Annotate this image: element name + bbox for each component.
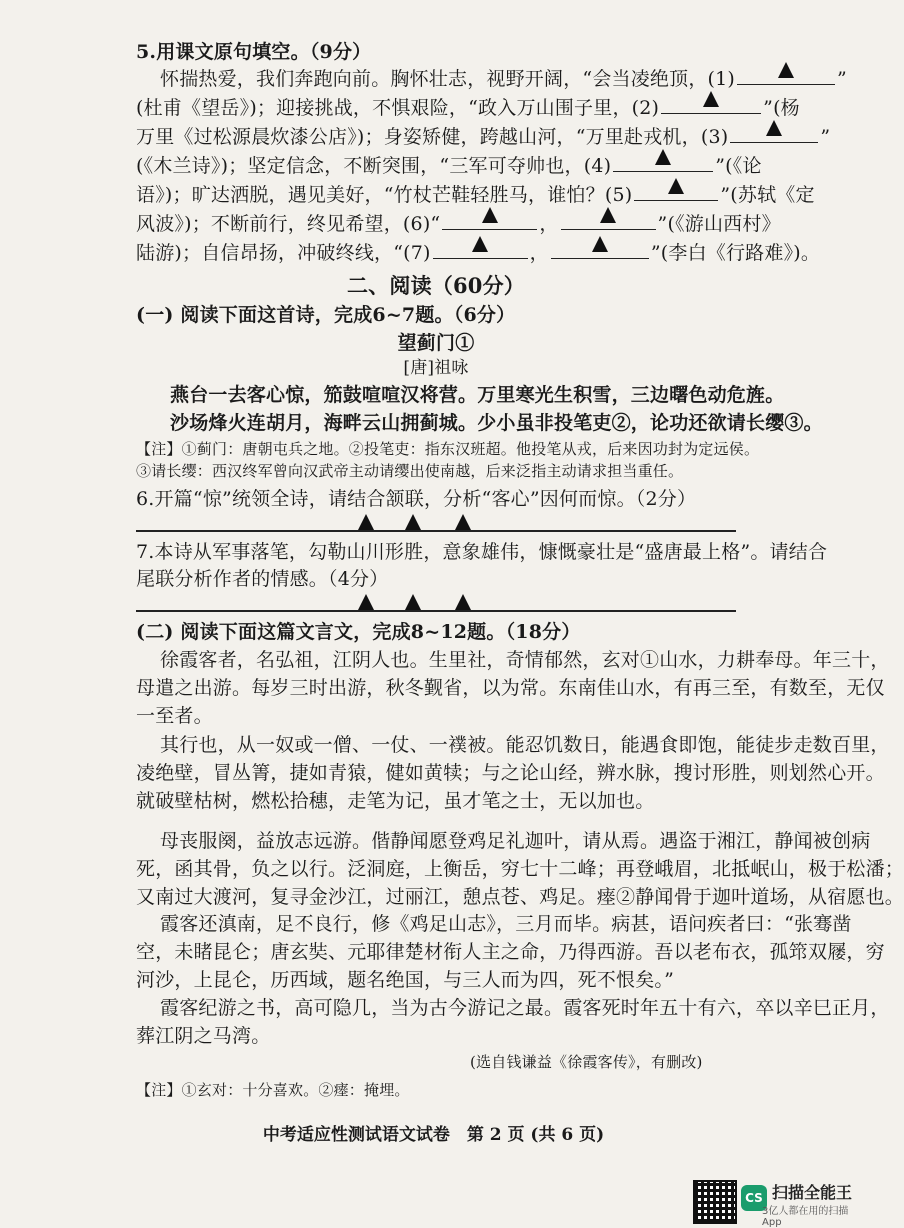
q5-title: 5.用课文原句填空。（9分） [136,41,372,63]
prose-p2-line: 就破壁枯树，燃松拾穗，走笔为记，虽才笔之士，无以加也。 [136,790,655,812]
triangle-marker-icon [358,514,374,530]
triangle-marker-icon [703,91,719,107]
prose-p4-line: 霞客还滇南，足不良行，修《鸡足山志》，三月而毕。病甚，语问疾者曰：“张骞凿 [160,913,852,935]
question-7-line-1: 7.本诗从军事落笔，勾勒山川形胜，意象雄伟，慷慨豪壮是“盛唐最上格”。请结合 [136,541,828,563]
q5-line-5 [136,182,815,207]
answer-line-q6 [136,530,736,532]
qr-code-icon [693,1180,737,1224]
text: 陆游)；自信昂扬，冲破终线，“(7) [136,242,431,264]
prose-source: (选自钱谦益《徐霞客传》，有删改) [470,1053,703,1071]
poem-intro: (一) 阅读下面这首诗，完成6~7题。（6分） [136,304,516,326]
triangle-marker-icon [455,594,471,610]
prose-note: 【注】①玄对：十分喜欢。②瘗：掩埋。 [136,1081,410,1099]
prose-p2-line: 其行也，从一奴或一僧、一仗、一襆被。能忍饥数日，能遇食即饱，能徒步走数百里， [160,734,890,756]
q5-line-6 [136,211,781,236]
text: ”(《论 [715,155,762,177]
triangle-marker-icon [358,594,374,610]
triangle-marker-icon [668,178,684,194]
section-2-title: 二、阅读（60分） [346,273,526,298]
text: 风波》)；不断前行，终见希望，(6)“ [136,213,441,235]
text: 怀揣热爱，我们奔跑向前。胸怀壮志，视野开阔，“会当凌绝顶，(1) [160,68,736,90]
q5-line-4 [136,153,762,178]
triangle-marker-icon [655,149,671,165]
text: ， [529,242,549,264]
prose-p3-line: 死，函其骨，负之以行。泛洞庭，上衡岳，穷七十二峰；再登峨眉，北抵岷山，极于松潘； [136,858,904,880]
poem-note-2: ③请长缨：西汉终军曾向汉武帝主动请缨出使南越，后来泛指主动请求担当重任。 [136,462,684,480]
blank-6b [561,211,656,230]
blank-2 [661,95,761,114]
triangle-marker-icon [600,207,616,223]
prose-p4-line: 空，未睹昆仑；唐玄奘、元耶律楚材衔人主之命，乃得西游。吾以老布衣，孤筇双屦，穷 [136,941,885,963]
triangle-marker-icon [405,594,421,610]
blank-7b [551,240,649,259]
blank-3 [730,124,818,143]
text: ， [539,213,559,235]
scanner-app-tagline: 3亿人都在用的扫描App [762,1206,849,1228]
poem-author: [唐]祖咏 [403,358,469,378]
blank-6a [442,211,537,230]
text: 语》)；旷达洒脱，遇见美好，“竹杖芒鞋轻胜马，谁怕？(5) [136,184,633,206]
triangle-marker-icon [766,120,782,136]
poem-line-2: 沙场烽火连胡月，海畔云山拥蓟城。少小虽非投笔吏②，论功还欲请长缨③。 [170,412,823,434]
prose-p3-line: 母丧服阕，益放志远游。偕静闻愿登鸡足礼迦叶，请从焉。遇盗于湘江，静闻被创病 [160,830,871,852]
text: ” [837,68,847,90]
prose-intro: (二) 阅读下面这篇文言文，完成8~12题。（18分） [136,621,581,643]
question-6: 6.开篇“惊”统领全诗，请结合颔联，分析“客心”因何而惊。（2分） [136,488,697,510]
text: 万里《过松源晨炊漆公店》)；身姿矫健，跨越山河，“万里赴戎机，(3) [136,126,729,148]
triangle-marker-icon [472,236,488,252]
prose-p1-line: 徐霞客者，名弘祖，江阴人也。生里社，奇情郁然，玄对①山水，力耕奉母。年三十， [160,649,890,671]
poem-note-1: 【注】①蓟门：唐朝屯兵之地。②投笔吏：指东汉班超。他投笔从戎，后来因功封为定远侯。 [136,440,760,458]
triangle-marker-icon [405,514,421,530]
q5-line-3 [136,124,831,149]
text: ”(苏轼《定 [720,184,815,206]
text: ”(《游山西村》 [657,213,781,235]
blank-5 [634,182,718,201]
text: (《木兰诗》)；坚定信念，不断突围，“三军可夺帅也，(4) [136,155,612,177]
text: (杜甫《望岳》)；迎接挑战，不惧艰险，“政入万山围子里，(2) [136,97,660,119]
text: ” [820,126,831,148]
q5-line-7 [136,240,821,265]
triangle-marker-icon [455,514,471,530]
poem-title: 望蓟门① [397,332,475,354]
prose-p5-line: 霞客纪游之书，高可隐几，当为古今游记之最。霞客死时年五十有六，卒以辛巳正月， [160,997,890,1019]
text: ”(李白《行路难》)。 [650,242,821,264]
prose-p1-line: 一至者。 [136,705,213,727]
q5-line-1 [160,66,847,91]
page-footer: 中考适应性测试语文试卷 第 2 页 (共 6 页) [262,1125,605,1145]
prose-p4-line: 河沙，上昆仑，历西域，题名绝国，与三人而为四，死不恨矣。” [136,969,675,991]
blank-7a [433,240,528,259]
answer-line-q7 [136,610,736,612]
triangle-marker-icon [482,207,498,223]
scanner-app-name: 扫描全能王 [772,1183,853,1202]
text: ”(杨 [763,97,800,119]
blank-4 [613,153,713,172]
triangle-marker-icon [778,62,794,78]
prose-p1-line: 母遣之出游。每岁三时出游，秋冬觐省，以为常。东南佳山水，有再三至，有数至，无仅 [136,677,885,699]
prose-p2-line: 凌绝壁，冒丛箐，捷如青猿，健如黄犊；与之论山经，辨水脉，搜讨形胜，则划然心开。 [136,762,885,784]
question-7-line-2: 尾联分析作者的情感。（4分） [136,568,389,590]
prose-p3-line: 又南过大渡河，复寻金沙江，过丽江，憩点苍、鸡足。瘗②静闻骨于迦叶道场，从宿愿也。 [136,886,904,908]
triangle-marker-icon [592,236,608,252]
q5-line-2 [136,95,800,120]
camscanner-logo-icon: CS [741,1185,767,1211]
blank-1 [737,66,835,85]
prose-p5-line: 葬江阴之马湾。 [136,1025,271,1047]
poem-line-1: 燕台一去客心惊，笳鼓喧喧汉将营。万里寒光生积雪，三边曙色动危旌。 [170,384,785,406]
